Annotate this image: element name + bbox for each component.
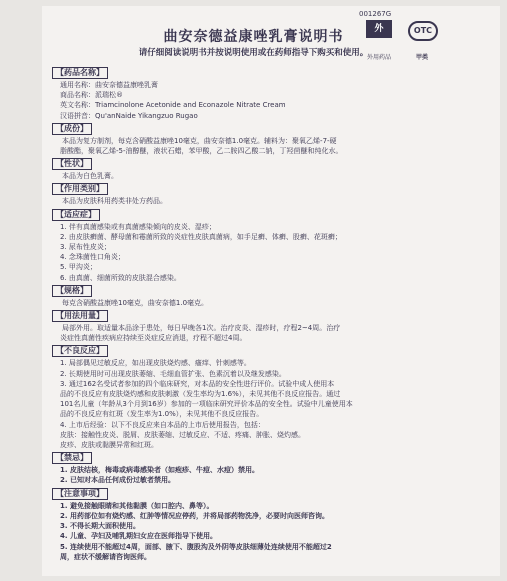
leaflet-content bbox=[54, 65, 476, 562]
section-heading-composition: 【成份】 bbox=[52, 123, 92, 135]
usage-line: 炎症性真菌性疾病应持续至炎症反应消退，疗程不超过4周。 bbox=[60, 334, 247, 343]
name-line: 汉语拼音：Qu'anNaide Yikangzuo Rugao bbox=[60, 111, 198, 120]
section-heading-caution: 【注意事项】 bbox=[52, 488, 108, 500]
indication-item: 6. 由真菌、细菌所致的皮肤混合感染。 bbox=[60, 273, 181, 282]
indication-item: 3. 尿布性皮炎； bbox=[60, 243, 111, 252]
indication-item: 2. 由皮肤癣菌、酵母菌和霉菌所致的炎症性皮肤真菌病，如手足癣、体癣、股癣、花斑癣； bbox=[60, 232, 342, 241]
section-heading-appearance: 【性状】 bbox=[52, 158, 92, 170]
section-heading-indications: 【适应症】 bbox=[52, 209, 100, 221]
appearance-line: 本品为白色乳膏。 bbox=[62, 172, 118, 181]
document-subtitle: 请仔细阅读说明书并按说明使用或在药师指导下购买和使用。 bbox=[138, 48, 369, 58]
indication-item: 1. 伴有真菌感染或有真菌感染倾向的皮炎、湿疹； bbox=[60, 222, 216, 231]
otc-class-label: 甲类 bbox=[415, 54, 428, 61]
adverse-line: 皮疹、皮肤或黏膜异常和红斑。 bbox=[60, 441, 158, 450]
contra-line: 2. 已知对本品任何成份过敏者禁用。 bbox=[60, 476, 175, 485]
document-code: 001267G bbox=[359, 10, 392, 18]
spec-line: 每克含硝酸益康唑10毫克，曲安奈德1.0毫克。 bbox=[62, 298, 209, 307]
adverse-line: 3. 通过162名受试者参加的四个临床研究，对本品的安全性进行评价。试验中成人使用本 bbox=[60, 379, 335, 388]
section-heading-name: 【药品名称】 bbox=[52, 67, 108, 79]
adverse-line: 2. 长期使用时可出现皮肤萎缩、毛细血管扩张、色素沉着以及继发感染。 bbox=[60, 369, 286, 378]
caution-line: 周，症状不缓解请咨询医师。 bbox=[60, 552, 151, 561]
document-title: 曲安奈德益康唑乳膏说明书 bbox=[163, 29, 344, 45]
external-use-label: 外用药品 bbox=[366, 54, 391, 61]
section-heading-adverse: 【不良反应】 bbox=[52, 345, 108, 357]
composition-line: 本品为复方制剂，每克含硝酸益康唑10毫克，曲安奈德1.0毫克。辅料为：聚氧乙烯-7-硬 bbox=[62, 136, 337, 145]
caution-line: 2. 用药部位如有烧灼感、红肿等情况应停药，并将局部药物洗净，必要时向医师咨询。 bbox=[60, 511, 329, 520]
section-heading-usage: 【用法用量】 bbox=[52, 310, 108, 322]
contra-line: 1. 皮肤结核，梅毒或病毒感染者（如疱疹、牛痘、水痘）禁用。 bbox=[60, 466, 259, 475]
caution-line: 3. 不得长期大面积使用。 bbox=[60, 522, 140, 531]
section-heading-spec: 【规格】 bbox=[52, 285, 92, 297]
indication-item: 4. 念珠菌性口角炎； bbox=[60, 253, 125, 262]
name-line: 英文名称：Triamcinolone Acetonide and Econazole Nitrate Cream bbox=[60, 101, 286, 110]
adverse-line: 1. 局部偶见过敏反应，如出现皮肤烧灼感、瘙痒、针刺感等。 bbox=[60, 359, 251, 368]
usage-line: 局部外用。取适量本品涂于患处，每日早晚各1次。治疗皮炎、湿疹时，疗程2~4周。治疗 bbox=[62, 324, 341, 333]
name-line: 商品名称：派瑞松® bbox=[60, 91, 123, 100]
category-line: 本品为皮肤科用药类非处方药品。 bbox=[62, 197, 167, 206]
section-heading-category: 【作用类别】 bbox=[52, 183, 108, 195]
external-use-icon: 外 bbox=[366, 20, 392, 38]
indication-item: 5. 甲沟炎； bbox=[60, 263, 97, 272]
name-line: 通用名称：曲安奈德益康唑乳膏 bbox=[60, 81, 158, 89]
adverse-line: 101名儿童（年龄从3个月到16岁）参加的一项临床研究评价本品的安全性。试验中儿童使用本 bbox=[60, 400, 353, 409]
composition-line: 脂酸酯，聚氧乙烯-5-油醇醚，液状石蜡，苯甲酸，乙二胺四乙酸二钠，丁羟茴醚和纯化水。 bbox=[60, 147, 343, 156]
adverse-line: 品的不良反应有红斑（发生率为1.0%），未见其他不良反应报告。 bbox=[60, 410, 264, 419]
otc-badge-icon: OTC bbox=[408, 21, 438, 41]
caution-line: 4. 儿童、孕妇及哺乳期妇女应在医师指导下使用。 bbox=[60, 532, 217, 541]
section-heading-contra: 【禁忌】 bbox=[52, 452, 92, 464]
adverse-line: 品的不良反应有皮肤烧灼感和皮肤刺激（发生率均为1.6%），未见其他不良反应报告。通过 bbox=[60, 390, 341, 399]
adverse-line: 4. 上市后经验：以下不良反应来自本品的上市后使用报告，包括： bbox=[60, 420, 265, 429]
caution-line: 5. 连续使用不能超过4周，面部、腋下、腹股沟及外阴等皮肤细薄处连续使用不能超过2 bbox=[60, 542, 332, 551]
adverse-line: 皮肤：接触性皮炎、脱屑、皮肤萎缩、过敏反应、不适、疼痛、肿胀、烧灼感。 bbox=[60, 430, 305, 439]
caution-line: 1. 避免接触眼睛和其他黏膜（如口腔内、鼻等）。 bbox=[60, 501, 214, 510]
